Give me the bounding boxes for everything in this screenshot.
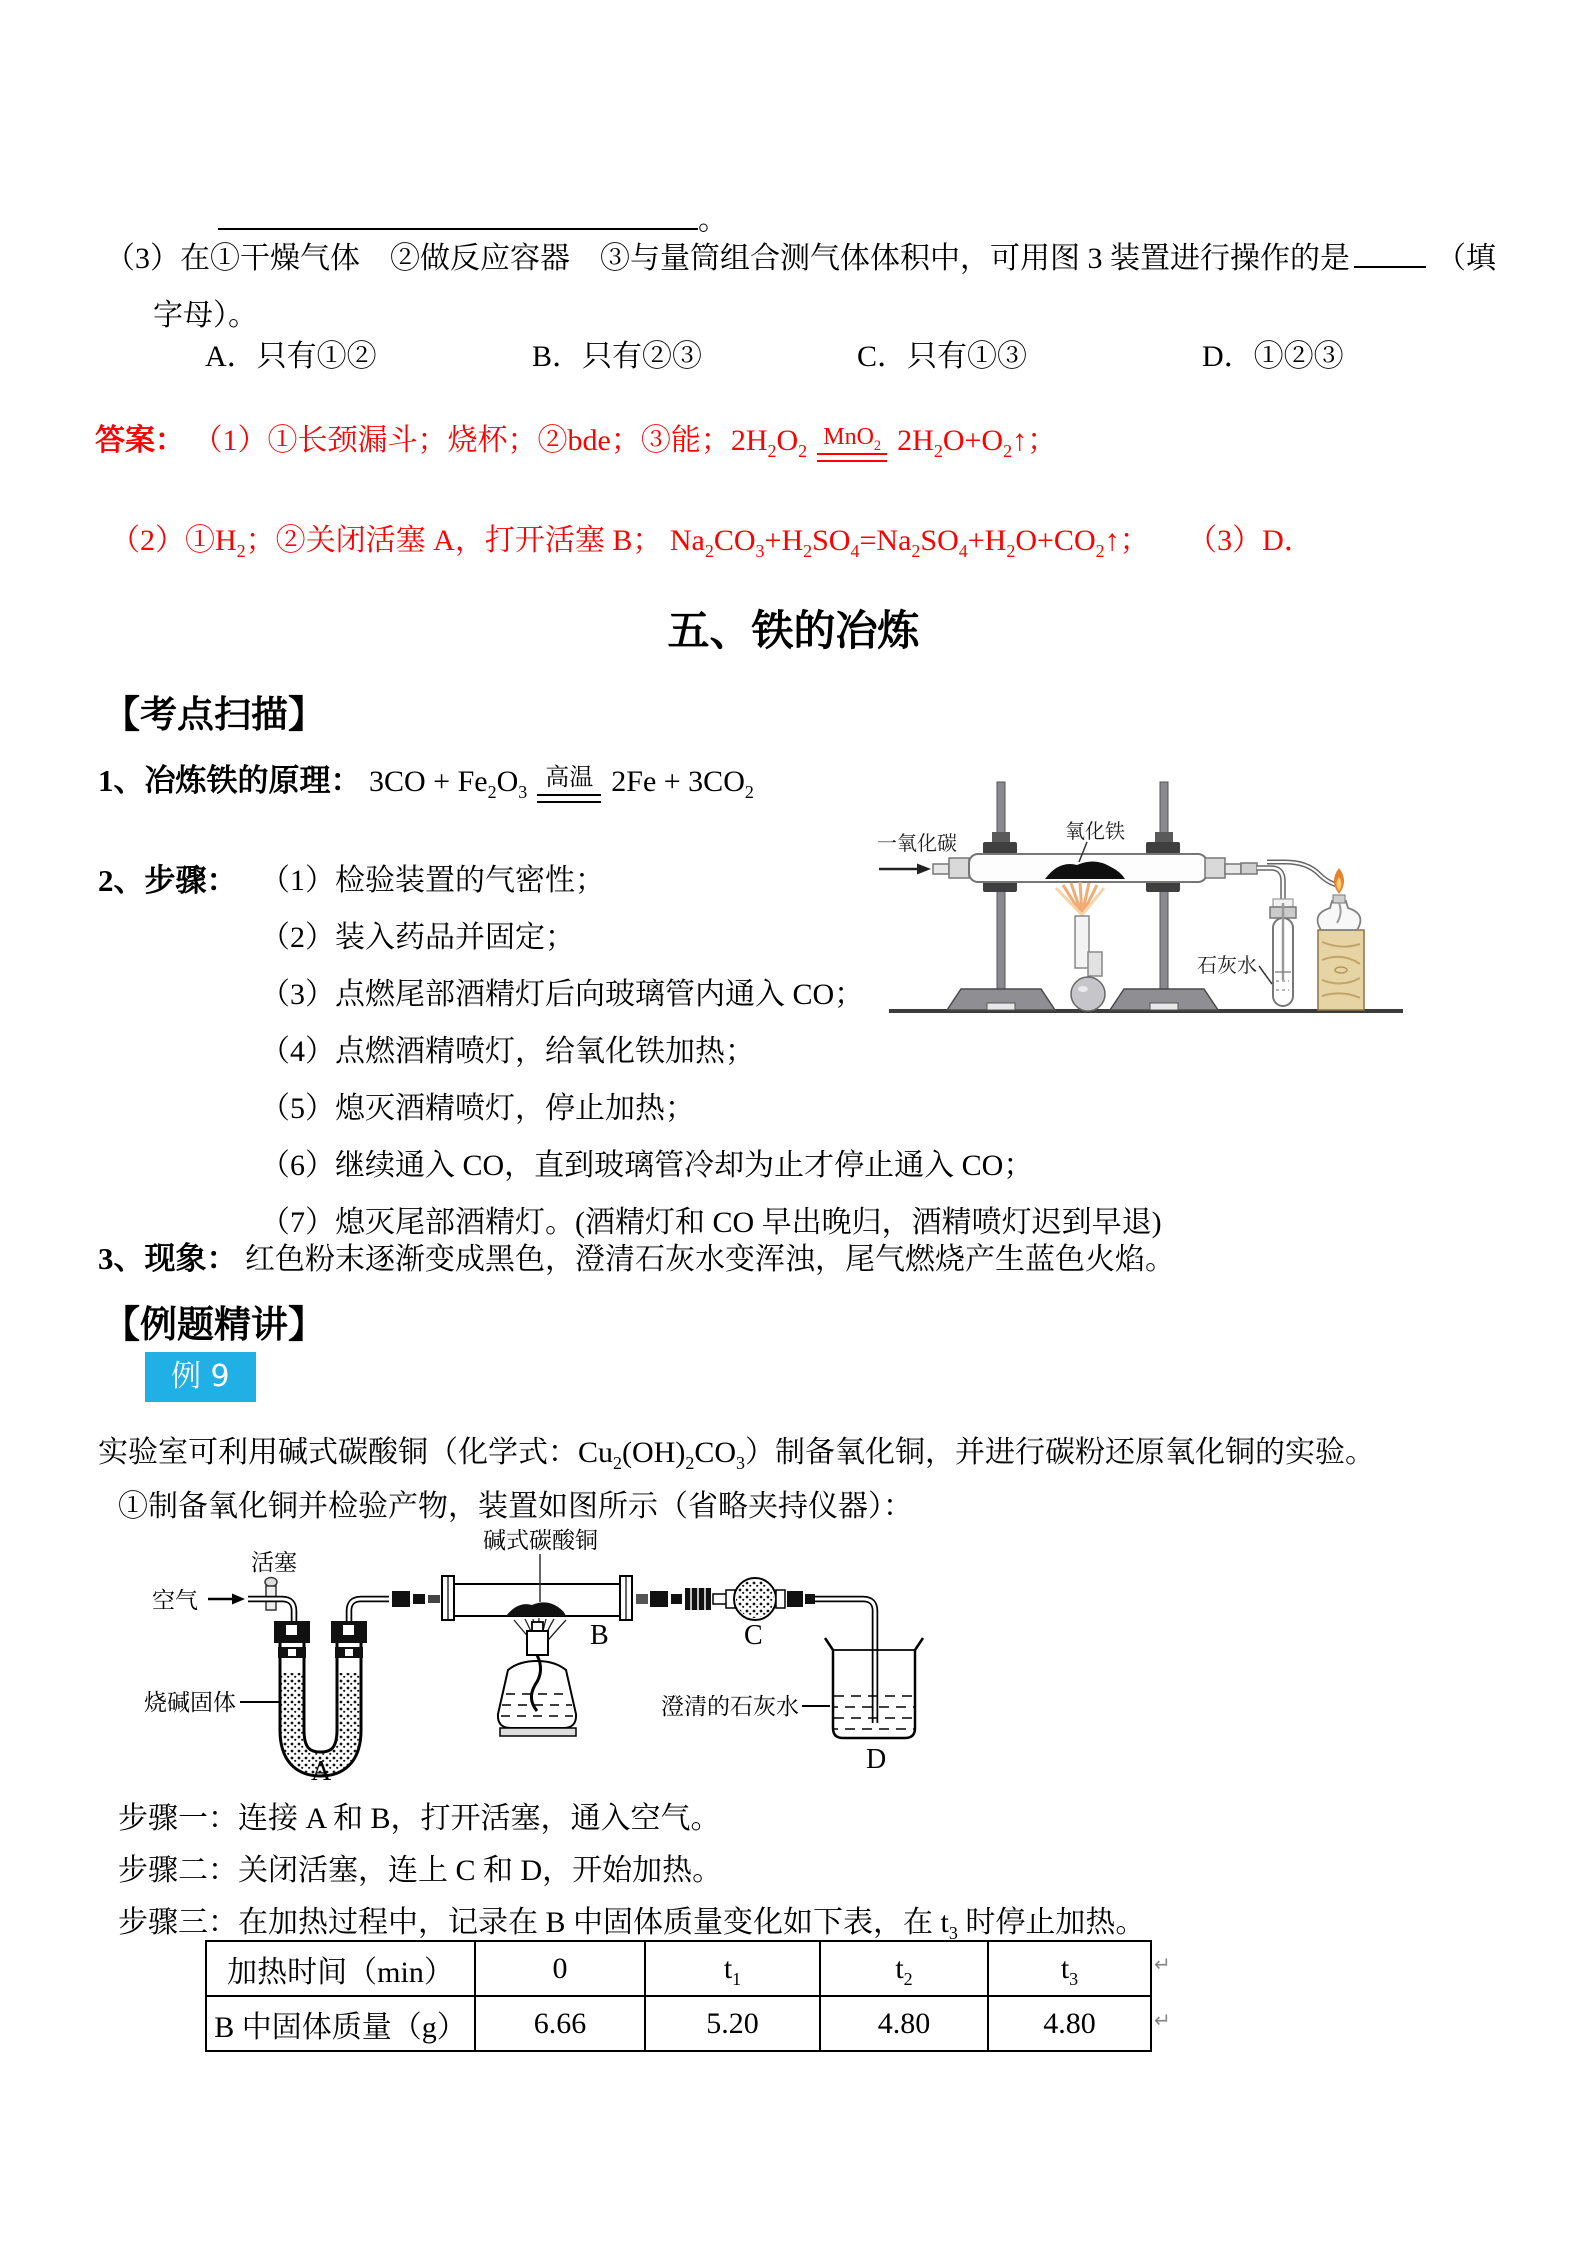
iron-oxide-label: 氧化铁: [1065, 821, 1125, 843]
equation-1-left: $2H_2O_2$: [730, 424, 808, 461]
burner-flame: [1056, 882, 1104, 915]
answer-part-3: （3）D．: [1187, 524, 1314, 557]
step-item-3: （3）点燃尾部酒精灯后向玻璃管内通入 CO；: [260, 978, 865, 1011]
alcohol-lamp-b: [498, 1622, 576, 1736]
step-item-5: （5）熄灭酒精喷灯，停止加热；: [260, 1092, 695, 1125]
double-bond-line: [817, 453, 887, 462]
step-item-7: （7）熄灭尾部酒精灯。(酒精灯和 CO 早出晚归，酒精喷灯迟到早退): [260, 1206, 1162, 1239]
question-3-suffix: （填: [1436, 242, 1496, 275]
option-d: D．①②③: [1202, 340, 1344, 373]
paragraph-mark: ↵: [1154, 2008, 1171, 2032]
exp-step-3: 步骤三：在加热过程中，记录在 B 中固体质量变化如下表，在 $t_3$ 时停止加热。: [118, 1906, 1146, 1943]
paragraph-mark: ↵: [1154, 1952, 1171, 1976]
principle-label: 1、冶炼铁的原理：: [98, 763, 362, 798]
air-label: 空气: [152, 1588, 198, 1613]
double-bond-line: [537, 794, 601, 803]
tube-b: [442, 1576, 632, 1620]
table-cell: $t_3$: [988, 1941, 1151, 1996]
equation-1-condition: MnO$_2$: [823, 423, 882, 454]
equation-1-condition-stack: [817, 425, 887, 462]
air-arrow: [208, 1594, 245, 1605]
limewater-label: 石灰水: [1197, 955, 1257, 977]
table-cell: 加热时间（min）: [206, 1941, 475, 1996]
intro-formula: $Cu_2(OH)_2CO_3$: [578, 1436, 746, 1473]
answer-line-1: [95, 422, 1057, 462]
u-tube: [274, 1621, 367, 1764]
stopcock-label: 活塞: [251, 1550, 297, 1575]
principle-eq-condition: 高温: [545, 764, 594, 791]
option-c: C．只有①③: [857, 340, 1028, 373]
option-a: A．只有①②: [205, 340, 377, 373]
table-cell: 0: [475, 1941, 645, 1996]
stopcock-valve: [265, 1578, 277, 1611]
answer-part-1: （1）①长颈漏斗；烧杯；②bde；③能；: [192, 424, 731, 457]
principle-line: [98, 762, 754, 803]
tube-a-label: A: [311, 1756, 332, 1787]
answer-blank: [1354, 235, 1426, 269]
salt-label: 碱式碳酸铜: [483, 1528, 598, 1553]
table-data-row: [206, 1996, 1151, 2051]
tube-c-label: C: [744, 1620, 763, 1651]
scan-heading: 【考点扫描】: [103, 693, 325, 736]
beaker-d-label: D: [866, 1744, 887, 1775]
step-item-1: （1）检验装置的气密性；: [260, 864, 605, 897]
table-cell: $t_1$: [645, 1941, 820, 1996]
naoh-label: 烧碱固体: [144, 1690, 236, 1715]
copper-oxide-apparatus-diagram: [108, 1518, 953, 1803]
co-inlet-arrow: [879, 864, 931, 875]
blank-underline: [218, 196, 698, 230]
co-label: 一氧化碳: [877, 833, 957, 855]
alcohol-lamp: [1318, 895, 1361, 930]
examples-heading: 【例题精讲】: [103, 1303, 325, 1346]
outlet-pipe: [1241, 862, 1341, 901]
table-header-row: [206, 1941, 1151, 1996]
tail-gas-flame: [1334, 868, 1344, 894]
example-9-badge: 例 9: [145, 1352, 256, 1402]
step-item-6: （6）继续通入 CO，直到玻璃管冷却为止才停止通入 CO；: [260, 1149, 1034, 1182]
phenomenon-text: 红色粉末逐渐变成黑色，澄清石灰水变浑浊，尾气燃烧产生蓝色火焰。: [245, 1243, 1175, 1276]
drying-ball-c: [726, 1578, 815, 1620]
example-9-badge-wrap: [145, 1352, 256, 1402]
connector-b-to-c: [636, 1588, 727, 1610]
table-cell: 4.80: [820, 1996, 988, 2051]
intro-post: ）制备氧化铜，并进行碳粉还原氧化铜的实验。: [745, 1436, 1376, 1469]
principle-eq-left: $3CO + Fe_2O_3$: [369, 765, 528, 802]
principle-eq-right: $2Fe + 3CO_2$: [611, 765, 754, 802]
table-cell: B 中固体质量（g）: [206, 1996, 475, 2051]
question-3-line2: 字母）。: [153, 299, 258, 332]
limewater-pointer: [1259, 966, 1272, 984]
sub-step-1: ①制备氧化铜并检验产物，装置如图所示（省略夹持仪器）：: [118, 1490, 913, 1523]
pipe-a-to-b: [349, 1591, 440, 1621]
spirit-blast-burner: [1071, 916, 1105, 1011]
principle-eq-condition-stack: [537, 766, 601, 803]
pipe-c-to-d: [815, 1599, 875, 1723]
answer-line-2: [110, 522, 1314, 560]
question-3: [105, 230, 1496, 344]
table-cell: 4.80: [988, 1996, 1151, 2051]
limewater-d-label: 澄清的石灰水: [661, 1694, 799, 1719]
section-title: 五、铁的冶炼: [667, 606, 920, 655]
step-item-2: （2）装入药品并固定；: [260, 921, 575, 954]
table-cell: $t_2$: [820, 1941, 988, 1996]
tube-b-label: B: [590, 1620, 609, 1651]
equation-1-right: $2H_2O+O_2↑$；: [897, 424, 1058, 461]
retort-stand-left: [947, 782, 1055, 1010]
heating-data-table: [205, 1940, 1152, 2052]
limewater-test-tube: [1270, 899, 1296, 1006]
iron-smelting-apparatus-diagram: [875, 748, 1410, 1018]
step-item-4: （4）点燃酒精喷灯，给氧化铁加热；: [260, 1035, 755, 1068]
exp-step-1: 步骤一：连接 A 和 B，打开活塞，通入空气。: [118, 1802, 721, 1835]
steps-label: 2、步骤：: [98, 863, 238, 898]
option-b: B．只有②③: [532, 340, 703, 373]
wood-block: [1318, 930, 1364, 1010]
phenomenon-label: 3、现象：: [98, 1241, 238, 1276]
exp-step-2: 步骤二：关闭活塞，连上 C 和 D，开始加热。: [118, 1854, 723, 1887]
period-text: 。: [698, 203, 728, 237]
equation-2: $Na_2CO_3+H_2SO_4=Na_2SO_4+H_2O+CO_2↑$；: [669, 524, 1150, 561]
example-intro: [98, 1434, 1375, 1472]
phenomenon-line: [98, 1240, 1175, 1279]
table-cell: 5.20: [645, 1996, 820, 2051]
intro-pre: 实验室可利用碱式碳酸铜（化学式：: [98, 1436, 578, 1469]
question-3-text: （3）在①干燥气体 ②做反应容器 ③与量筒组合测气体体积中，可用图 3 装置进行操作的是: [105, 242, 1350, 275]
table-cell: 6.66: [475, 1996, 645, 2051]
answer-part-2: $(2)①H_2$；②关闭活塞 A，打开活塞 B；: [110, 524, 663, 561]
answer-label: 答案：: [95, 424, 185, 457]
